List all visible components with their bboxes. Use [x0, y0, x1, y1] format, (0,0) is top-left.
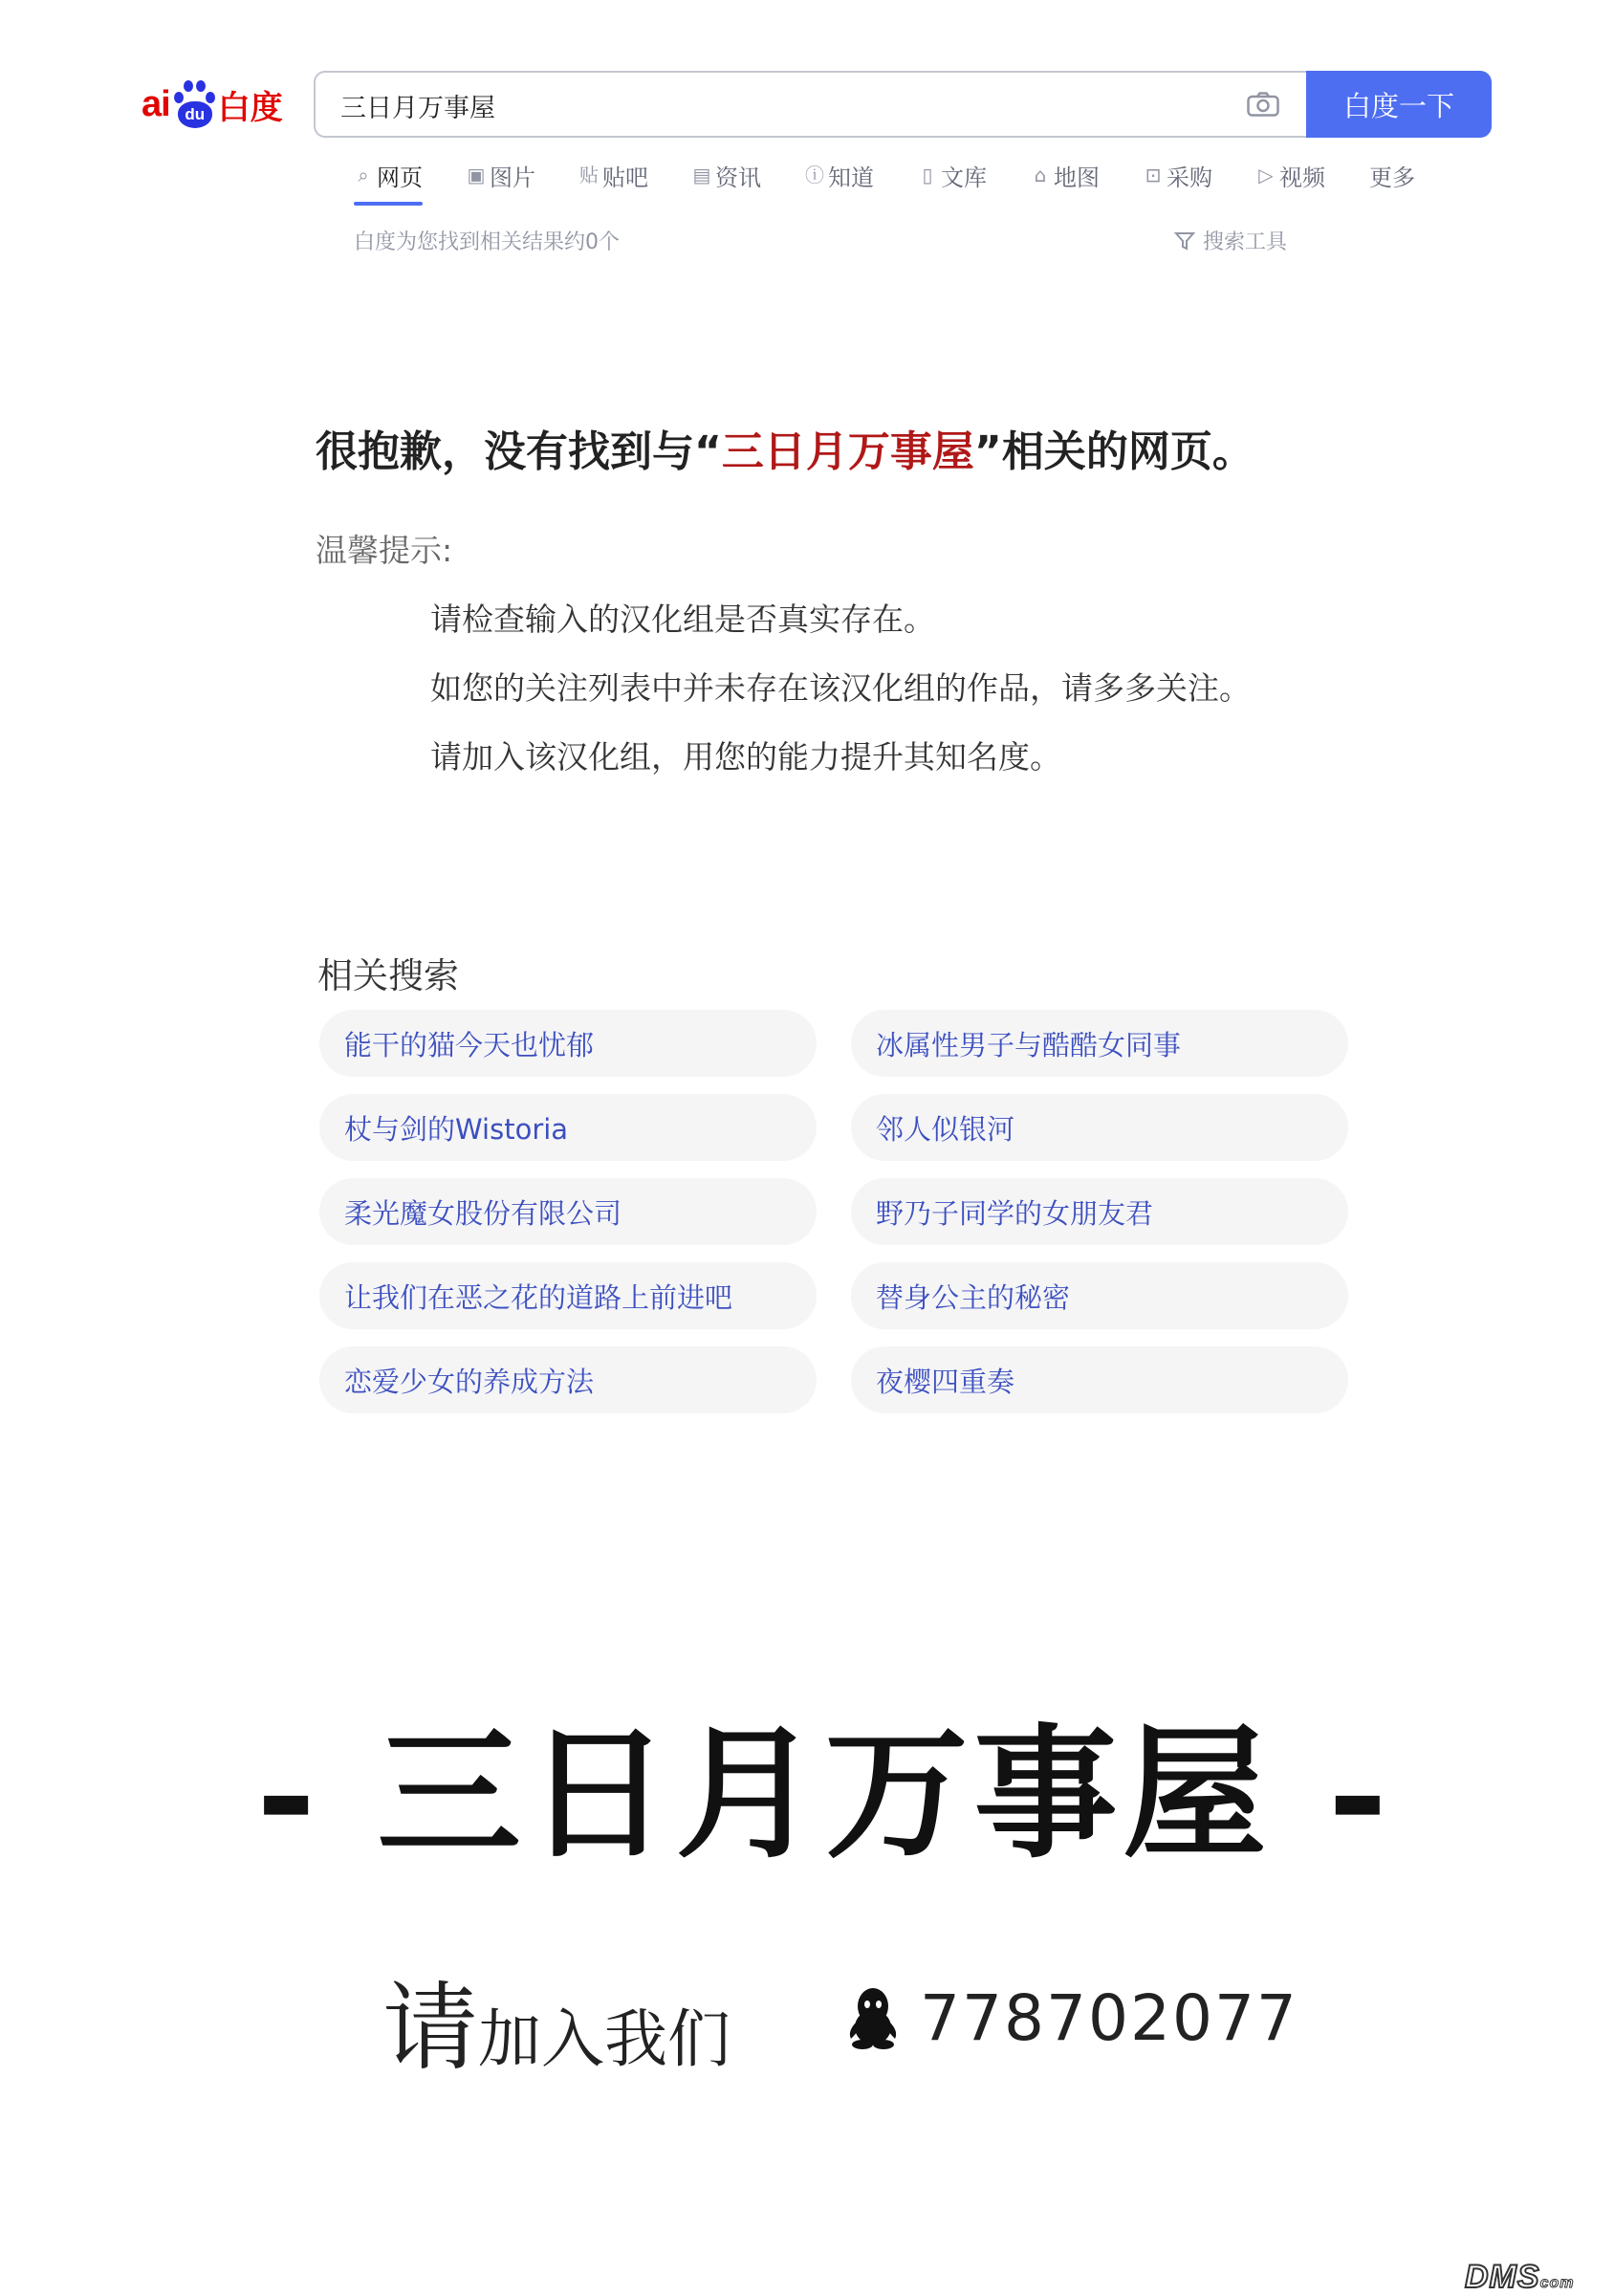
tip-item: 请加入该汉化组，用您的能力提升其知名度。 [430, 738, 1061, 776]
tab-label: 贴吧 [602, 164, 648, 191]
related-search-item[interactable]: 柔光魔女股份有限公司 [319, 1178, 817, 1245]
doc-icon: ▯ [922, 164, 933, 186]
related-search-item[interactable]: 杖与剑的Wistoria [319, 1094, 817, 1161]
tab-zhidao[interactable] [805, 158, 874, 192]
search-tools-label: 搜索工具 [1203, 230, 1288, 254]
search-input[interactable] [338, 73, 1203, 138]
tab-shopping[interactable] [1144, 158, 1212, 192]
filter-icon [1174, 230, 1195, 251]
tip-item: 如您的关注列表中并未存在该汉化组的作品，请多多关注。 [430, 669, 1251, 707]
tab-bar [354, 158, 1459, 206]
logo-du-text: du [178, 101, 212, 128]
tips-title: 温馨提示: [316, 532, 453, 569]
related-search-item[interactable]: 恋爱少女的养成方法 [319, 1346, 817, 1413]
no-results-keyword: 三日月万事屋 [721, 427, 974, 476]
baidu-logo[interactable] [142, 75, 283, 134]
camera-icon[interactable] [1247, 92, 1279, 117]
shop-icon: ⊡ [1145, 164, 1162, 186]
related-search-item[interactable]: 野乃子同学的女朋友君 [851, 1178, 1348, 1245]
paw-icon [172, 78, 216, 130]
join-rest: 加入我们 [478, 2002, 731, 2076]
tab-label: 知道 [828, 164, 874, 191]
tab-wenku[interactable] [918, 158, 987, 192]
group-name-title: - 三日月万事屋 - [256, 1710, 1393, 1878]
no-results-message [316, 417, 1254, 478]
tab-label: 更多 [1369, 164, 1415, 191]
tab-label: 文库 [941, 164, 987, 191]
search-icon: ⌕ [358, 164, 369, 186]
result-count: 白度为您找到相关结果约0个 [354, 230, 620, 254]
tab-map[interactable] [1031, 158, 1100, 192]
join-first-char: 请 [382, 1972, 478, 2084]
qq-number: 778702077 [920, 1981, 1298, 2055]
related-search-item[interactable]: 冰属性男子与酷酷女同事 [851, 1010, 1348, 1077]
tab-more[interactable] [1369, 158, 1415, 192]
tab-web[interactable] [354, 158, 423, 192]
tab-label: 视频 [1279, 164, 1325, 191]
tab-tieba[interactable] [579, 158, 648, 192]
no-results-prefix: 很抱歉，没有找到与“ [316, 427, 722, 476]
news-icon: ▤ [692, 164, 711, 186]
logo-ai-text: ai [142, 83, 170, 124]
tip-item: 请检查输入的汉化组是否真实存在。 [430, 601, 935, 638]
tab-label: 资讯 [715, 164, 761, 191]
related-search-item[interactable]: 能干的猫今天也忧郁 [319, 1010, 817, 1077]
question-icon: ⓘ [805, 164, 824, 186]
no-results-suffix: ”相关的网页。 [973, 427, 1254, 476]
related-search-item[interactable]: 邻人似银河 [851, 1094, 1348, 1161]
related-search-item[interactable]: 替身公主的秘密 [851, 1262, 1348, 1329]
search-box [314, 71, 1308, 138]
qq-contact [845, 1981, 1298, 2055]
qq-penguin-icon [845, 1987, 901, 2050]
tab-label: 图片 [490, 164, 535, 191]
tab-label: 地图 [1054, 164, 1100, 191]
tab-label: 网页 [377, 164, 423, 191]
logo-baidu-text: 白度 [217, 88, 283, 127]
related-search-item[interactable]: 让我们在恶之花的道路上前进吧 [319, 1262, 817, 1329]
search-tools-button[interactable] [1174, 226, 1287, 255]
related-search-item[interactable]: 夜樱四重奏 [851, 1346, 1348, 1413]
search-button[interactable]: 白度一下 [1306, 71, 1492, 138]
video-icon: ▷ [1258, 164, 1274, 186]
watermark-sub: com [1539, 2275, 1575, 2291]
tab-label: 采购 [1167, 164, 1212, 191]
image-icon: ▣ [467, 164, 486, 186]
map-icon: ⌂ [1034, 164, 1047, 186]
tab-news[interactable] [692, 158, 761, 192]
watermark-main: DMS [1465, 2259, 1540, 2295]
related-searches-title: 相关搜索 [317, 955, 459, 996]
join-us-text [382, 1951, 731, 2088]
tab-images[interactable] [467, 158, 535, 192]
tab-video[interactable] [1256, 158, 1325, 192]
site-watermark [1465, 2259, 1574, 2296]
tieba-icon: 贴 [579, 164, 599, 186]
